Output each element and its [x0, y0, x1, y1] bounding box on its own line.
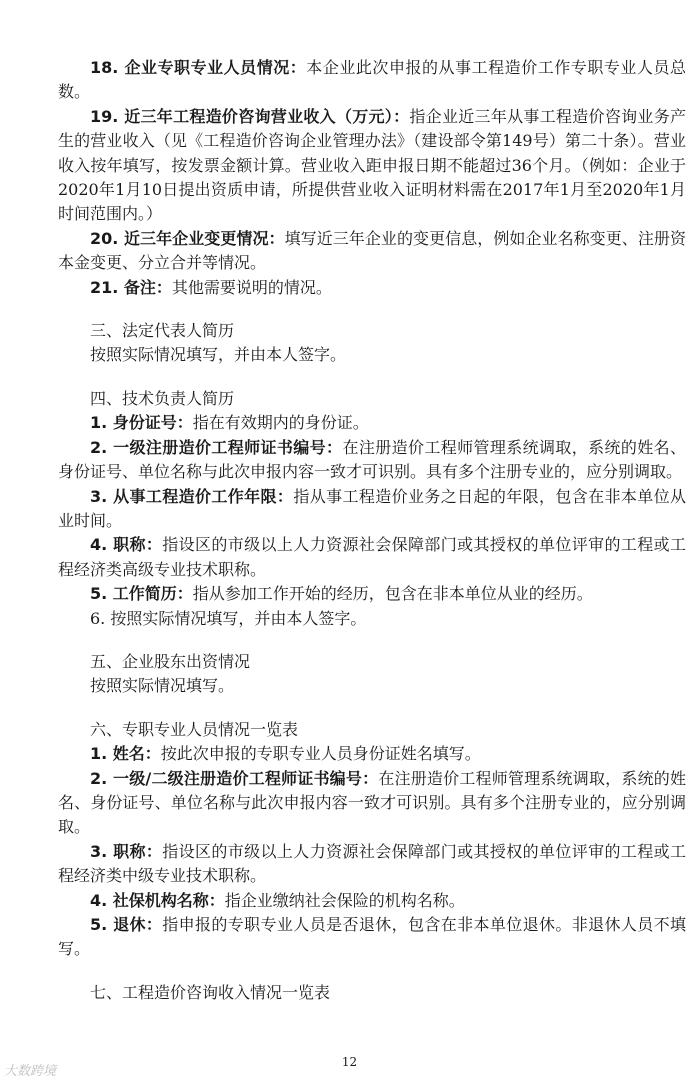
item-text: 指设区的市级以上人力资源社会保障部门或其授权的单位评审的工程或工程经济类高级专业技术职称。	[58, 535, 686, 579]
item-label: 1. 身份证号：	[90, 413, 193, 433]
section-heading: 五、企业股东出资情况	[90, 651, 251, 671]
item-label: 19. 近三年工程造价咨询营业收入（万元）：	[90, 106, 410, 126]
paragraph	[58, 742, 686, 766]
item-text: 按此次申报的专职专业人员身份证姓名填写。	[160, 744, 481, 764]
paragraph	[58, 436, 686, 485]
item-label: 5. 退休：	[90, 915, 163, 934]
paragraph	[58, 674, 686, 698]
item-label: 18. 企业专职专业人员情况：	[90, 58, 307, 77]
item-text: 本企业此次申报的从事工程造价工作专职专业人员总数。	[58, 58, 686, 102]
paragraph	[58, 889, 686, 913]
paragraph	[58, 913, 686, 962]
item-text: 按照实际情况填写，并由本人签字。	[90, 345, 347, 365]
item-text: 指申报的专职专业人员是否退休，包含在非本单位退休。非退休人员不填写。	[58, 915, 686, 959]
item-label: 3. 职称：	[90, 841, 163, 861]
paragraph	[58, 840, 686, 889]
item-text: 指设区的市级以上人力资源社会保障部门或其授权的单位评审的工程或工程经济类中级专业技术职称。	[58, 841, 686, 886]
item-text: 指从参加工作开始的经历，包含在非本单位从业的经历。	[192, 584, 593, 604]
item-label: 21. 备注：	[90, 277, 172, 297]
watermark-logo: 大数跨境	[4, 1064, 57, 1079]
section-heading: 四、技术负责人简历	[90, 388, 235, 408]
item-label: 20. 近三年企业变更情况：	[90, 228, 285, 248]
item-text: 6. 按照实际情况填写，并由本人签字。	[90, 608, 367, 628]
page-number: 12	[341, 1055, 358, 1069]
paragraph	[58, 56, 686, 105]
paragraph	[58, 411, 686, 435]
document-body	[58, 56, 686, 1005]
item-label: 5. 工作简历：	[90, 584, 193, 604]
paragraph	[58, 276, 686, 300]
item-label: 2. 一级注册造价工程师证书编号：	[90, 437, 343, 457]
item-label: 1. 姓名：	[90, 744, 161, 764]
item-text: 在注册造价工程师管理系统调取，系统的姓名、身份证号、单位名称与此次申报内容一致才可识别。具有多个注册专业的，应分别调取。	[58, 437, 686, 482]
item-text: 其他需要说明的情况。	[171, 277, 332, 297]
section-heading: 三、法定代表人简历	[90, 321, 235, 341]
section-heading: 六、专职专业人员情况一览表	[90, 719, 299, 739]
item-text: 填写近三年企业的变更信息，例如企业名称变更、注册资本金变更、分立合并等情况。	[58, 228, 686, 273]
document-page	[58, 56, 686, 1005]
paragraph	[58, 105, 686, 227]
item-label: 3. 从事工程造价工作年限：	[90, 486, 294, 506]
item-text: 指从事工程造价业务之日起的年限，包含在非本单位从业时间。	[58, 486, 686, 530]
item-text: 按照实际情况填写。	[90, 676, 235, 696]
item-text: 指企业缴纳社会保险的机构名称。	[224, 890, 465, 910]
item-label: 4. 社保机构名称：	[90, 890, 225, 910]
item-label: 2. 一级/二级注册造价工程师证书编号：	[90, 768, 379, 788]
paragraph	[58, 582, 686, 606]
paragraph	[58, 607, 686, 631]
item-text: 指企业近三年从事工程造价咨询业务产生的营业收入（见《工程造价咨询企业管理办法》（建设部令第149号）第二十条）。营业收入按年填写，按发票金额计算。营业收入距申报日期不能超过36个月。（例如：企业于2020年1月10日提出资质申请，所提供营业收入证明材料需在2017年1月至2020年1月时间范围内。）	[58, 106, 686, 224]
paragraph	[58, 227, 686, 276]
paragraph	[58, 533, 686, 582]
paragraph	[58, 343, 686, 367]
item-text: 指在有效期内的身份证。	[192, 413, 369, 433]
paragraph	[58, 767, 686, 840]
item-text: 在注册造价工程师管理系统调取，系统的姓名、身份证号、单位名称与此次申报内容一致才可识别。具有多个注册专业的，应分别调取。	[58, 768, 686, 837]
paragraph	[58, 485, 686, 534]
item-label: 4. 职称：	[90, 535, 163, 555]
section-heading: 七、工程造价咨询收入情况一览表	[90, 982, 331, 1002]
